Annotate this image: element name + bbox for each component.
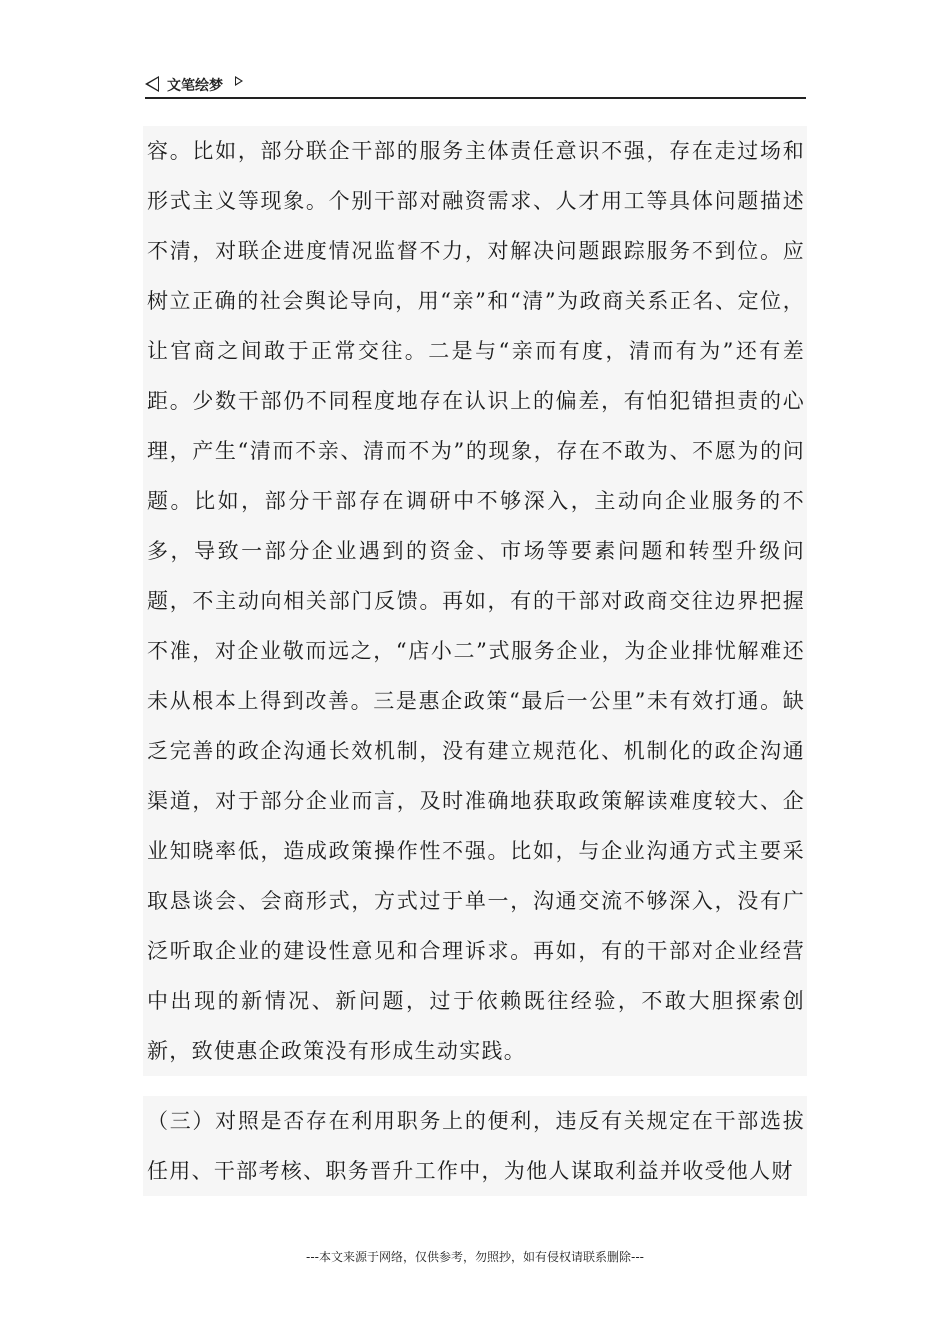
body-paragraph: 容。比如，部分联企干部的服务主体责任意识不强，存在走过场和形式主义等现象。个别干部对融资需求、人才用工等具体问题描述不清，对联企进度情况监督不力，对解决问题跟踪服务不到位。应树立正确的社会舆论导向，用“亲”和“清”为政商关系正名、定位，让官商之间敢于正常交往。二是与“亲而有度，清而有为”还有差距。少数干部仍不同程度地存在认识上的偏差，有怕犯错担责的心理，产生“清而不亲、清而不为”的现象，存在不敢为、不愿为的问题。比如，部分干部存在调研中不够深入，主动向企业服务的不多，导致一部分企业遇到的资金、市场等要素问题和转型升级问题，不主动向相关部门反馈。再如，有的干部对政商交往边界把握不准，对企业敬而远之，“店小二”式服务企业，为企业排忧解难还未从根本上得到改善。三是惠企政策“最后一公里”未有效打通。缺乏完善的政企沟通长效机制，没有建立规范化、机制化的政企沟通渠道，对于部分企业而言，及时准确地获取政策解读难度较大、企业知晓率低，造成政策操作性不强。比如，与企业沟通方式主要采取恳谈会、会商形式，方式过于单一，沟通交流不够深入，没有广泛听取企业的建设性意见和合理诉求。再如，有的干部对企业经营中出现的新情况、新问题，过于依赖既往经验，不敢大胆探索创新，致使惠企政策没有形成生动实践。	[147, 139, 805, 1063]
footer-disclaimer: ---本文来源于网络，仅供参考，勿照抄，如有侵权请联系删除---	[306, 1250, 644, 1264]
header-title: 文笔绘梦	[167, 78, 223, 94]
triangle-left-icon	[145, 76, 159, 92]
document-body	[143, 126, 807, 1196]
section-heading-paragraph: （三）对照是否存在利用职务上的便利，违反有关规定在干部选拔任用、干部考核、职务晋升工作中，为他人谋取利益并收受他人财	[147, 1109, 805, 1183]
triangle-right-icon	[235, 76, 243, 86]
paragraph-spacer	[143, 1076, 807, 1096]
page-header	[145, 72, 806, 98]
header-divider	[145, 97, 806, 99]
